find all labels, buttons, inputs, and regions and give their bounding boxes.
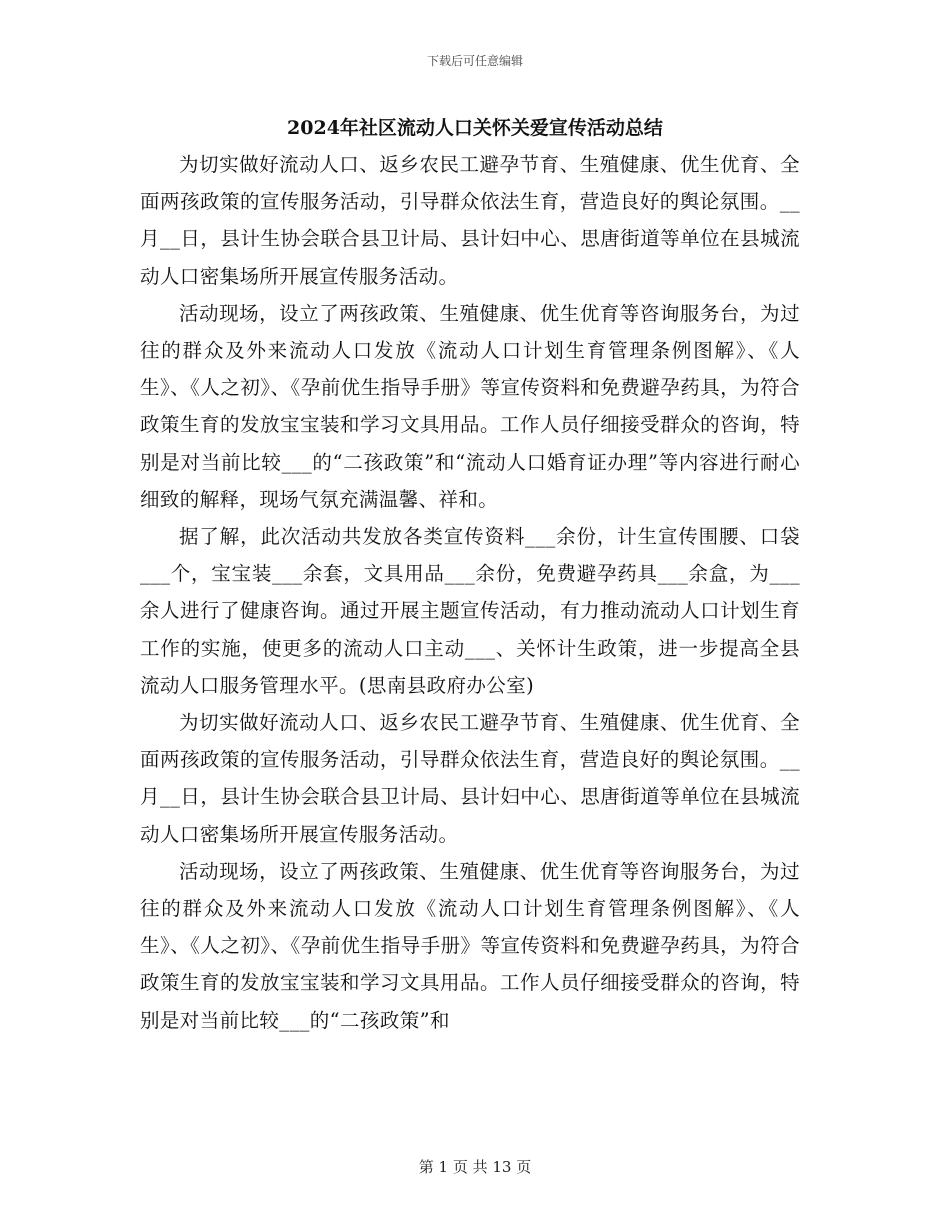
paragraph-2: 活动现场，设立了两孩政策、生殖健康、优生优育等咨询服务台，为过往的群众及外来流动人口发放《流动人口计划生育管理条例图解》、《人生》、《人之初》、《孕前优生指导手册》等宣传资料和免费避孕药具，为符合政策生育的发放宝宝装和学习文具用品。工作人员仔细接受群众的咨询，特别是对当前比较___的“二孩政策”和“流动人口婚育证办理”等内容进行耐心细致的解释，现场气氛充满温馨、祥和。	[140, 301, 800, 511]
paragraph-4: 为切实做好流动人口、返乡农民工避孕节育、生殖健康、优生优育、全面两孩政策的宣传服务活动，引导群众依法生育，营造良好的舆论氛围。__月__日，县计生协会联合县卫计局、县计妇中心、思唐街道等单位在县城流动人口密集场所开展宣传服务活动。	[140, 711, 800, 846]
paragraph-1: 为切实做好流动人口、返乡农民工避孕节育、生殖健康、优生优育、全面两孩政策的宣传服务活动，引导群众依法生育，营造良好的舆论氛围。__月__日，县计生协会联合县卫计局、县计妇中心、思唐街道等单位在县城流动人口密集场所开展宣传服务活动。	[140, 153, 800, 288]
document-title: 2024年社区流动人口关怀关爱宣传活动总结	[287, 117, 663, 139]
paragraph-5: 活动现场，设立了两孩政策、生殖健康、优生优育等咨询服务台，为过往的群众及外来流动人口发放《流动人口计划生育管理条例图解》、《人生》、《人之初》、《孕前优生指导手册》等宣传资料和免费避孕药具，为符合政策生育的发放宝宝装和学习文具用品。工作人员仔细接受群众的咨询，特别是对当前比较___的“二孩政策”和	[140, 859, 800, 1032]
header-note: 下载后可任意编辑	[426, 54, 523, 68]
document-body	[140, 146, 800, 1039]
page-footer: 第 1 页 共 13 页	[418, 1158, 532, 1176]
paragraph-3: 据了解，此次活动共发放各类宣传资料___余份，计生宣传围腰、口袋___个，宝宝装___余套，文具用品___余份，免费避孕药具___余盒，为___余人进行了健康咨询。通过开展主题宣传活动，有力推动流动人口计划生育工作的实施，使更多的流动人口主动___、关怀计生政策，进一步提高全县流动人口服务管理水平。(思南县政府办公室)	[140, 525, 800, 697]
